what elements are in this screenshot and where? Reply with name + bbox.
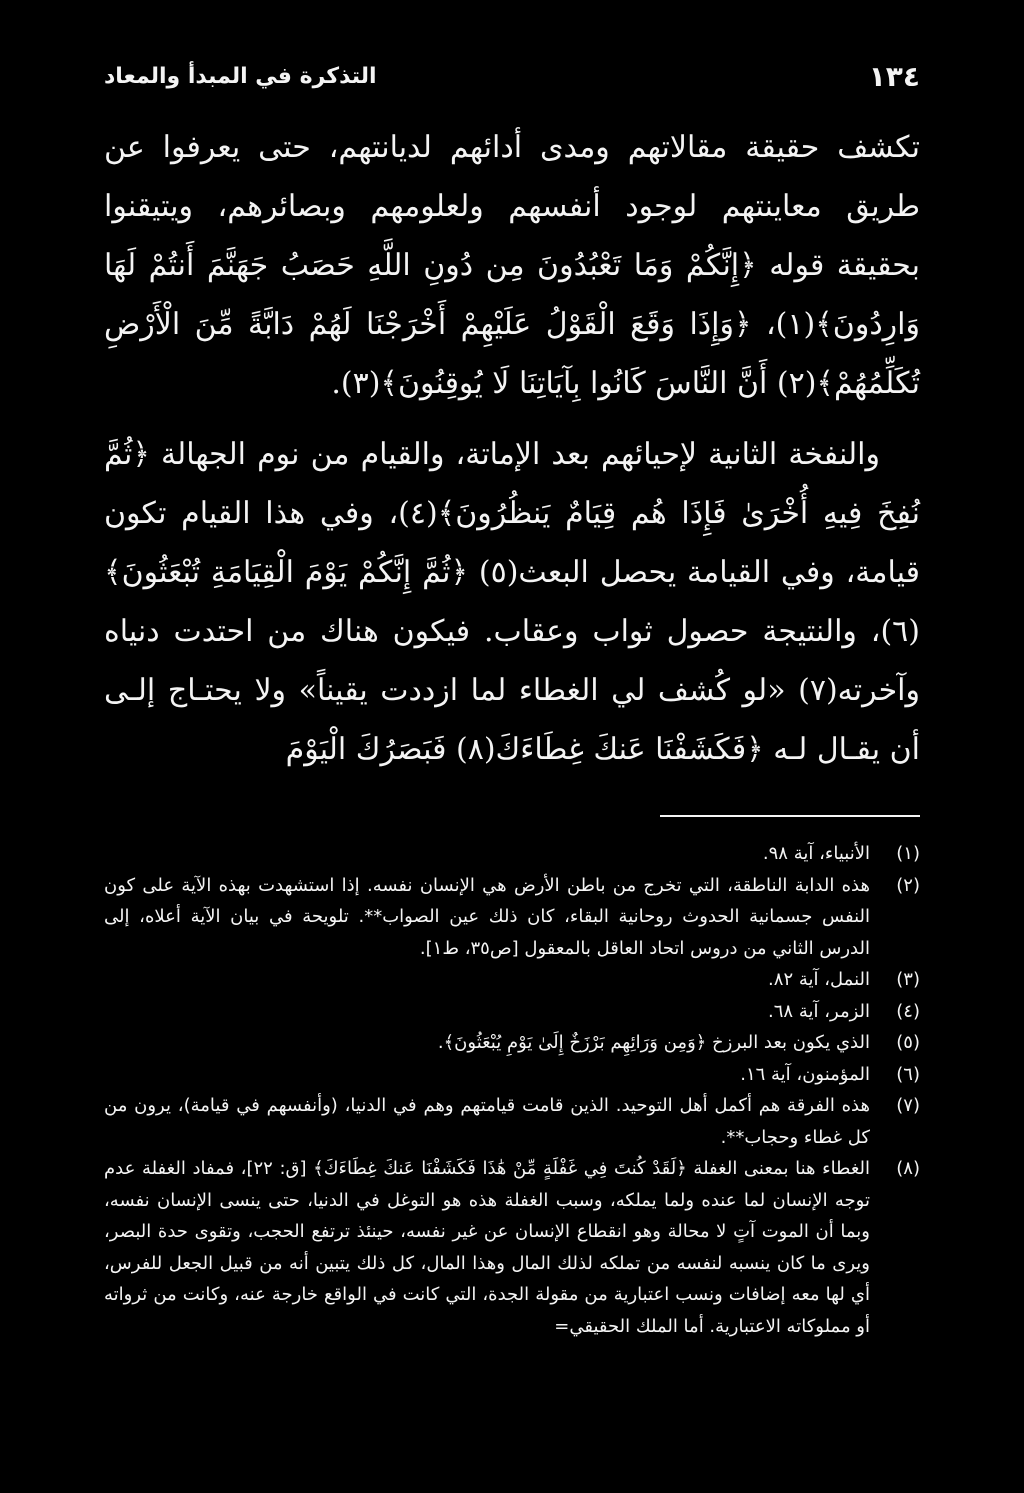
running-title: التذكرة في المبدأ والمعاد [104, 63, 377, 89]
footnote-text: الأنبياء، آية ٩٨. [762, 843, 870, 864]
footnote-5 [104, 1027, 920, 1059]
footnotes [104, 838, 920, 1342]
footnote-8 [104, 1153, 920, 1342]
page-header [104, 56, 920, 96]
footnote-number: (٢) [896, 874, 920, 896]
footnote-6 [104, 1059, 920, 1091]
footnote-4 [104, 996, 920, 1028]
footnote-text: الغطاء هنا بمعنى الغفلة ﴿لَقَدْ كُنتَ فِي غَفْلَةٍ مِّنْ هَٰذَا فَكَشَفْنَا عَنكَ غِطَاءَكَ﴾ [ق: ٢٢]، فمفاد الغفلة عدم توجه الإنسان لما عنده ولما يملكه، وسبب الغفلة هذه هو التوغل في الدنيا، حتى ينسى الإنسان نفسه، وبما أن الموت آتٍ لا محالة وهو انقطاع الإنسان عن غير نفسه، حينئذ ترتفع الحجب، وتقوى حدة البصر، ويرى ما كان ينسبه لنفسه من تملكه لذلك المال وهذا المال، كل ذلك يتبين أنه من قبيل الجعل للفرس، أي لها معه إضافات ونسب اعتبارية من مقولة الجدة، التي كانت في الواقع خارجة عنه، وكانت من ثرواته أو مملوكاته الاعتبارية. أما الملك الحقيقي= [104, 1158, 870, 1337]
footnote-2 [104, 870, 920, 965]
footnote-1 [104, 838, 920, 870]
footnote-text: المؤمنون، آية ١٦. [740, 1063, 870, 1085]
main-text [104, 118, 920, 779]
footnote-number: (٣) [896, 969, 920, 990]
footnote-text: هذه الفرقة هم أكمل أهل التوحيد. الذين قامت قيامتهم وهم في الدنيا، (وأنفسهم في قيامة)، يرون من كل غطاء وحجاب**. [104, 1095, 870, 1148]
paragraph: تكشف حقيقة مقالاتهم ومدى أدائهم لديانتهم، حتى يعرفوا عن طريق معاينتهم لوجود أنفسهم ولعلومهم وبصائرهم، ويتيقنوا بحقيقة قوله ﴿إِنَّكُمْ وَمَا تَعْبُدُونَ مِن دُونِ اللَّهِ حَصَبُ جَهَنَّمَ أَنتُمْ لَهَا وَارِدُونَ﴾(١)، ﴿وَإِذَا وَقَعَ الْقَوْلُ عَلَيْهِمْ أَخْرَجْنَا لَهُمْ دَابَّةً مِّنَ الْأَرْضِ تُكَلِّمُهُمْ﴾(٢) أَنَّ النَّاسَ كَانُوا بِآيَاتِنَا لَا يُوقِنُونَ﴾(٣). [104, 130, 920, 401]
footnote-3 [104, 964, 920, 996]
footnote-number: (٨) [896, 1158, 920, 1179]
paragraph: والنفخة الثانية لإحيائهم بعد الإماتة، والقيام من نوم الجهالة ﴿ثُمَّ نُفِخَ فِيهِ أُخْرَىٰ فَإِذَا هُم قِيَامٌ يَنظُرُونَ﴾(٤)، وفي هذا القيام تكون قيامة، وفي القيامة يحصل البعث(٥) ﴿ثُمَّ إِنَّكُمْ يَوْمَ الْقِيَامَةِ تُبْعَثُونَ﴾(٦)، والنتيجة حصول ثواب وعقاب. فيكون هناك من احتدت دنياه وآخرته(٧) «لو كُشف لي الغطاء لما ازددت يقيناً» ولا يحتـاج إلـى أن يقـال لـه ﴿فَكَشَفْنَا عَنكَ غِطَاءَكَ(٨) فَبَصَرُكَ الْيَوْمَ [104, 437, 920, 767]
footnote-7 [104, 1090, 920, 1153]
footnote-number: (٧) [896, 1095, 920, 1116]
footnote-number: (١) [896, 843, 920, 864]
footnote-number: (٤) [896, 1000, 920, 1022]
footnote-number: (٦) [896, 1063, 920, 1085]
footnote-number: (٥) [896, 1032, 920, 1053]
page-number: ١٣٤ [868, 59, 920, 93]
footnote-text: الزمر، آية ٦٨. [768, 1000, 870, 1022]
footnote-text: هذه الدابة الناطقة، التي تخرج من باطن الأرض هي الإنسان نفسه. إذا استشهدت بهذه الآية على كون النفس جسمانية الحدوث روحانية البقاء، كان ذلك عين الصواب**. تلويحة في بيان الآية أعلاه، إلى الدرس الثاني من دروس اتحاد العاقل بالمعقول [ص٣٥، ط١]. [104, 874, 870, 959]
footnote-divider [660, 815, 920, 817]
footnote-text: النمل، آية ٨٢. [768, 969, 870, 990]
footnote-text: الذي يكون بعد البرزخ ﴿وَمِن وَرَائِهِم بَرْزَخٌ إِلَىٰ يَوْمِ يُبْعَثُونَ﴾. [437, 1032, 870, 1053]
